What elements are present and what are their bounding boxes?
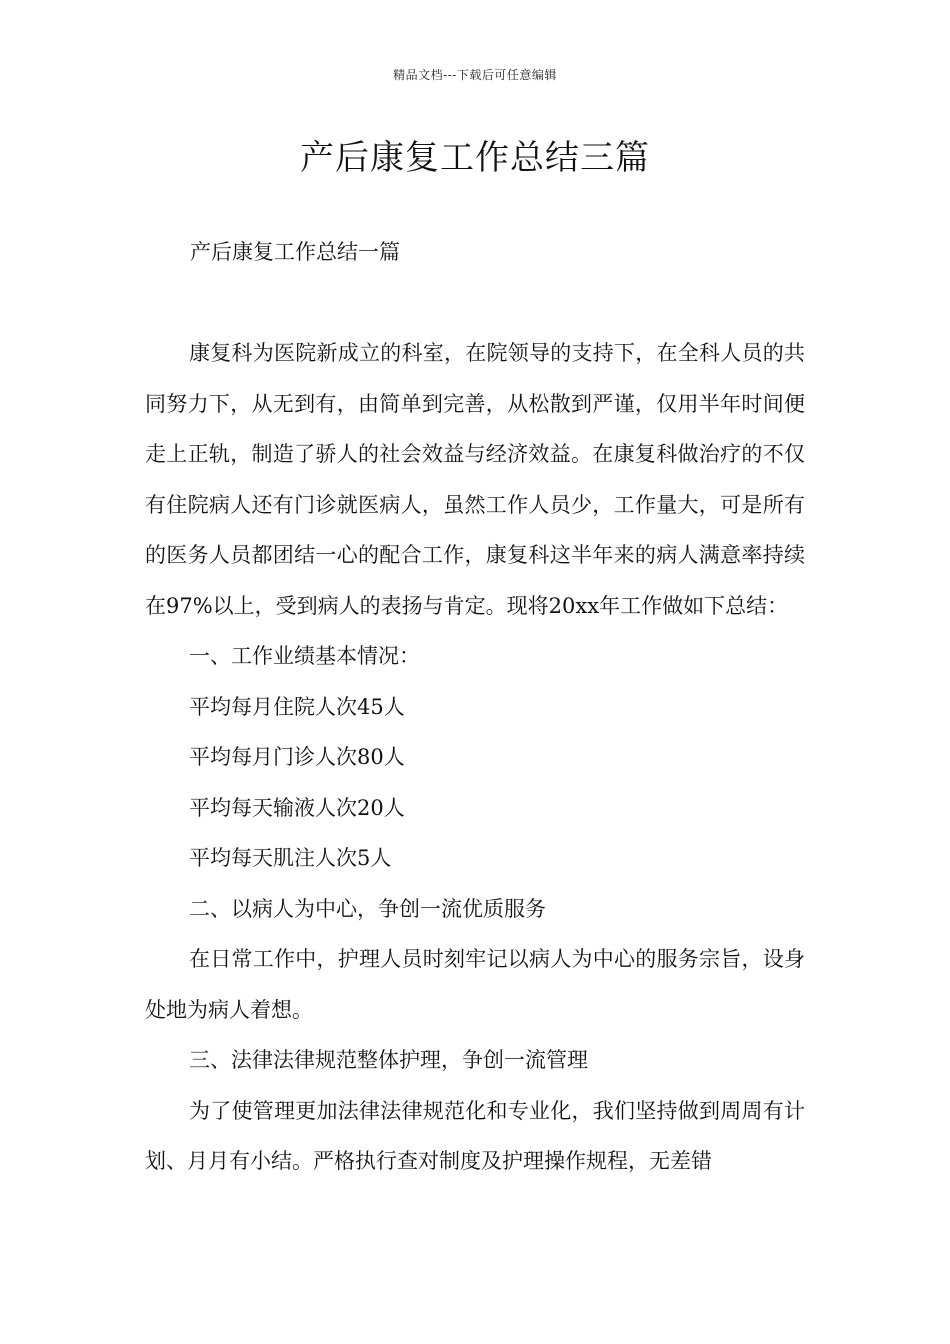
document-title: 产后康复工作总结三篇 [300, 138, 650, 178]
stat-infusion-daily: 平均每天输液人次20人 [189, 795, 405, 820]
stat-injection-daily: 平均每天肌注人次5人 [189, 846, 392, 870]
paragraph-management: 为了使管理更加法律法律规范化和专业化，我们坚持做到周周有计划、月月有小结。严格执行查对制度及护理操作规程，无差错 [145, 1098, 805, 1173]
stat-outpatient-monthly: 平均每月门诊人次80人 [189, 745, 405, 769]
section-subtitle: 产后康复工作总结一篇 [190, 240, 400, 264]
paragraph-patient-centered: 在日常工作中，护理人员时刻牢记以病人为中心的服务宗旨，设身处地为病人着想。 [145, 947, 805, 1022]
paragraph-intro: 康复科为医院新成立的科室，在院领导的支持下，在全科人员的共同努力下，从无到有，由简单到完善，从松散到严谨，仅用半年时间便走上正轨，制造了骄人的社会效益与经济效益。在康复科做治疗的不仅有住院病人还有门诊就医病人，虽然工作人员少，工作量大，可是所有的医务人员都团结一心的配合工作，康复科这半年来的病人满意率持续在97%以上，受到病人的表扬与肯定。现将20xx年工作做如下总结： [145, 341, 805, 618]
heading-management: 三、法律法律规范整体护理，争创一流管理 [189, 1048, 588, 1072]
heading-work-performance: 一、工作业绩基本情况： [189, 644, 420, 668]
header-note: 精品文档---下载后可任意编辑 [393, 68, 557, 82]
stat-inpatient-monthly: 平均每月住院人次45人 [189, 694, 405, 719]
document-body [145, 328, 805, 1187]
heading-patient-centered: 二、以病人为中心，争创一流优质服务 [189, 896, 546, 921]
